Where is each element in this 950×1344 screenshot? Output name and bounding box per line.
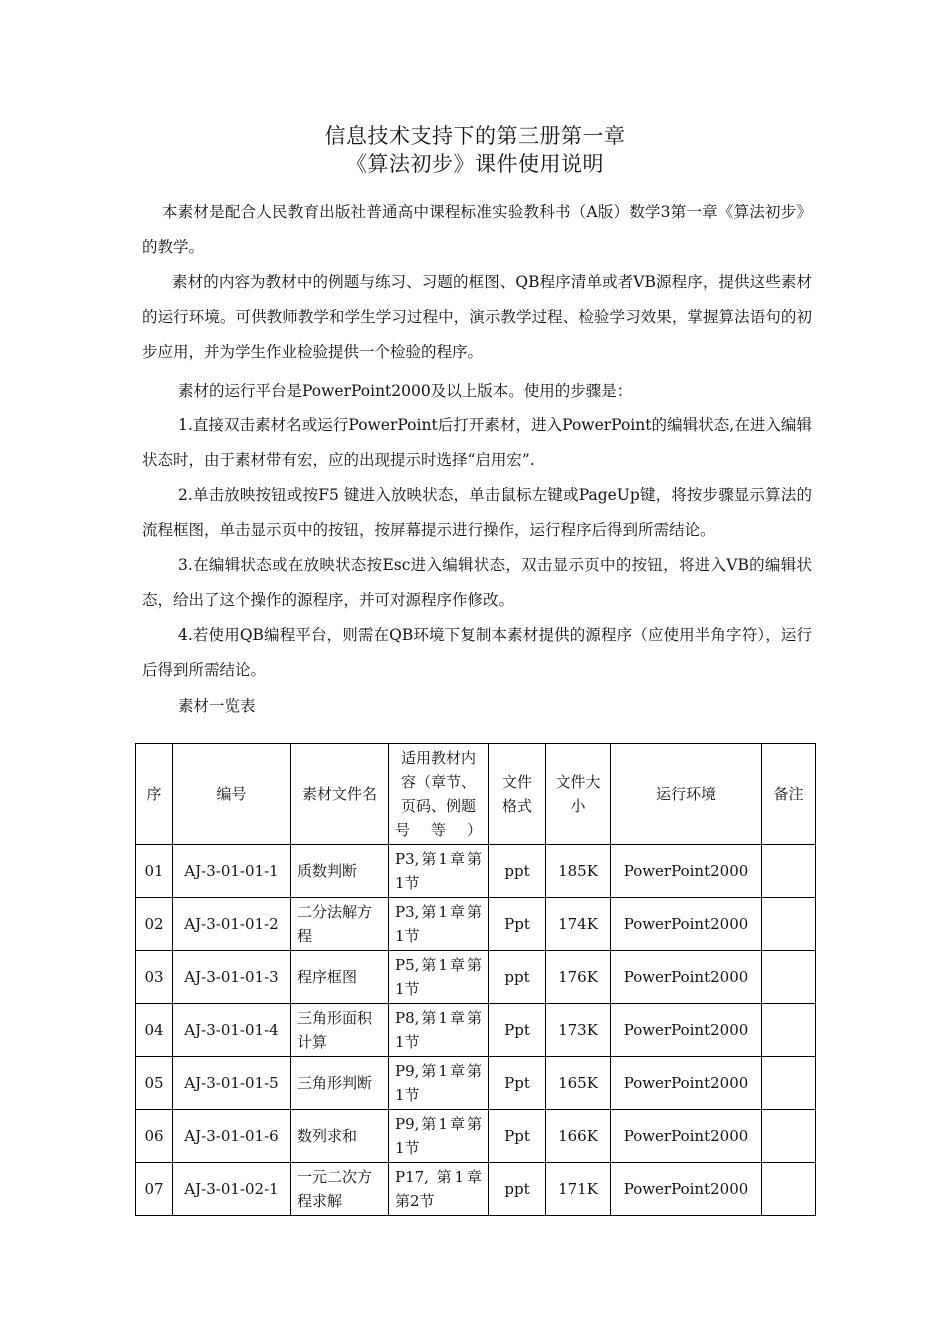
material-list-title: 素材一览表 <box>178 697 256 715</box>
cell-index: 01 <box>136 845 173 898</box>
step-2-paragraph: 2.单击放映按钮或按F5 键进入放映状态，单击鼠标左键或PageUp键，将按步骤显示算法的流程框图，单击显示页中的按钮，按屏幕提示进行操作，运行程序后得到所需结论。 <box>142 486 812 539</box>
cell-name: 数列求和 <box>291 1110 389 1163</box>
cell-size: 171K <box>546 1163 611 1216</box>
document-title-line1: 信息技术支持下的第三册第一章 <box>324 124 626 148</box>
cell-env: PowerPoint2000 <box>611 1163 762 1216</box>
header-size: 文件大小 <box>546 744 611 845</box>
table-row <box>136 1004 816 1057</box>
cell-code: AJ-3-01-01-3 <box>173 951 291 1004</box>
cell-chapter: P9,第1章第1节 <box>389 1110 489 1163</box>
cell-code: AJ-3-01-01-4 <box>173 1004 291 1057</box>
cell-name: 三角形判断 <box>291 1057 389 1110</box>
cell-note <box>762 1004 816 1057</box>
cell-index: 04 <box>136 1004 173 1057</box>
cell-env: PowerPoint2000 <box>611 845 762 898</box>
cell-format: Ppt <box>489 1057 546 1110</box>
cell-code: AJ-3-01-01-1 <box>173 845 291 898</box>
cell-code: AJ-3-01-01-2 <box>173 898 291 951</box>
cell-index: 02 <box>136 898 173 951</box>
step-3-paragraph: 3.在编辑状态或在放映状态按Esc进入编辑状态，双击显示页中的按钮，将进入VB的编辑状态，给出了这个操作的源程序，并可对源程序作修改。 <box>142 556 812 609</box>
cell-size: 173K <box>546 1004 611 1057</box>
cell-env: PowerPoint2000 <box>611 1057 762 1110</box>
cell-size: 174K <box>546 898 611 951</box>
cell-size: 165K <box>546 1057 611 1110</box>
cell-index: 06 <box>136 1110 173 1163</box>
cell-name: 三角形面积计算 <box>291 1004 389 1057</box>
cell-index: 05 <box>136 1057 173 1110</box>
step-1-paragraph: 1.直接双击素材名或运行PowerPoint后打开素材，进入PowerPoint的编辑状态,在进入编辑状态时，由于素材带有宏，应的出现提示时选择“启用宏”. <box>142 416 812 469</box>
cell-format: ppt <box>489 1163 546 1216</box>
cell-name: 程序框图 <box>291 951 389 1004</box>
cell-code: AJ-3-01-01-6 <box>173 1110 291 1163</box>
cell-index: 07 <box>136 1163 173 1216</box>
cell-format: Ppt <box>489 1110 546 1163</box>
document-title-line2: 《算法初步》课件使用说明 <box>346 152 604 176</box>
cell-note <box>762 1163 816 1216</box>
cell-size: 185K <box>546 845 611 898</box>
cell-chapter: P9,第1章第1节 <box>389 1057 489 1110</box>
content-paragraph: 素材的内容为教材中的例题与练习、习题的框图、QB程序清单或者VB源程序，提供这些素材的运行环境。可供教师教学和学生学习过程中，演示教学过程、检验学习效果，掌握算法语句的初步应用，并为学生作业检验提供一个检验的程序。 <box>142 273 812 361</box>
cell-format: Ppt <box>489 898 546 951</box>
cell-note <box>762 1057 816 1110</box>
table-header-row <box>136 744 816 845</box>
cell-code: AJ-3-01-01-5 <box>173 1057 291 1110</box>
cell-index: 03 <box>136 951 173 1004</box>
table-row <box>136 1110 816 1163</box>
cell-format: Ppt <box>489 1004 546 1057</box>
intro-paragraph: 本素材是配合人民教育出版社普通高中课程标准实验教科书（A版）数学3第一章《算法初步》的教学。 <box>142 203 812 256</box>
cell-name: 一元二次方程求解 <box>291 1163 389 1216</box>
cell-name: 质数判断 <box>291 845 389 898</box>
cell-code: AJ-3-01-02-1 <box>173 1163 291 1216</box>
table-row <box>136 1163 816 1216</box>
cell-note <box>762 898 816 951</box>
header-index: 序 <box>136 744 173 845</box>
cell-env: PowerPoint2000 <box>611 1110 762 1163</box>
cell-note <box>762 845 816 898</box>
header-scope: 适用教材内容（章节、页码、例题号等） <box>389 744 489 845</box>
cell-chapter: P5,第1章第1节 <box>389 951 489 1004</box>
header-env: 运行环境 <box>611 744 762 845</box>
header-code: 编号 <box>173 744 291 845</box>
cell-size: 166K <box>546 1110 611 1163</box>
cell-note <box>762 1110 816 1163</box>
cell-env: PowerPoint2000 <box>611 1004 762 1057</box>
cell-env: PowerPoint2000 <box>611 898 762 951</box>
cell-note <box>762 951 816 1004</box>
cell-size: 176K <box>546 951 611 1004</box>
table-row <box>136 951 816 1004</box>
platform-paragraph: 素材的运行平台是PowerPoint2000及以上版本。使用的步骤是： <box>178 382 633 400</box>
cell-format: ppt <box>489 951 546 1004</box>
cell-name: 二分法解方程 <box>291 898 389 951</box>
table-row <box>136 845 816 898</box>
cell-chapter: P17, 第1章第2节 <box>389 1163 489 1216</box>
cell-chapter: P3,第1章第1节 <box>389 845 489 898</box>
cell-chapter: P8,第1章第1节 <box>389 1004 489 1057</box>
header-name: 素材文件名 <box>291 744 389 845</box>
step-4-paragraph: 4.若使用QB编程平台，则需在QB环境下复制本素材提供的源程序（应使用半角字符），运行后得到所需结论。 <box>142 626 812 679</box>
cell-chapter: P3,第1章第1节 <box>389 898 489 951</box>
table-row <box>136 898 816 951</box>
header-format: 文件格式 <box>489 744 546 845</box>
material-table <box>135 743 816 1216</box>
header-note: 备注 <box>762 744 816 845</box>
cell-format: ppt <box>489 845 546 898</box>
cell-env: PowerPoint2000 <box>611 951 762 1004</box>
table-row <box>136 1057 816 1110</box>
